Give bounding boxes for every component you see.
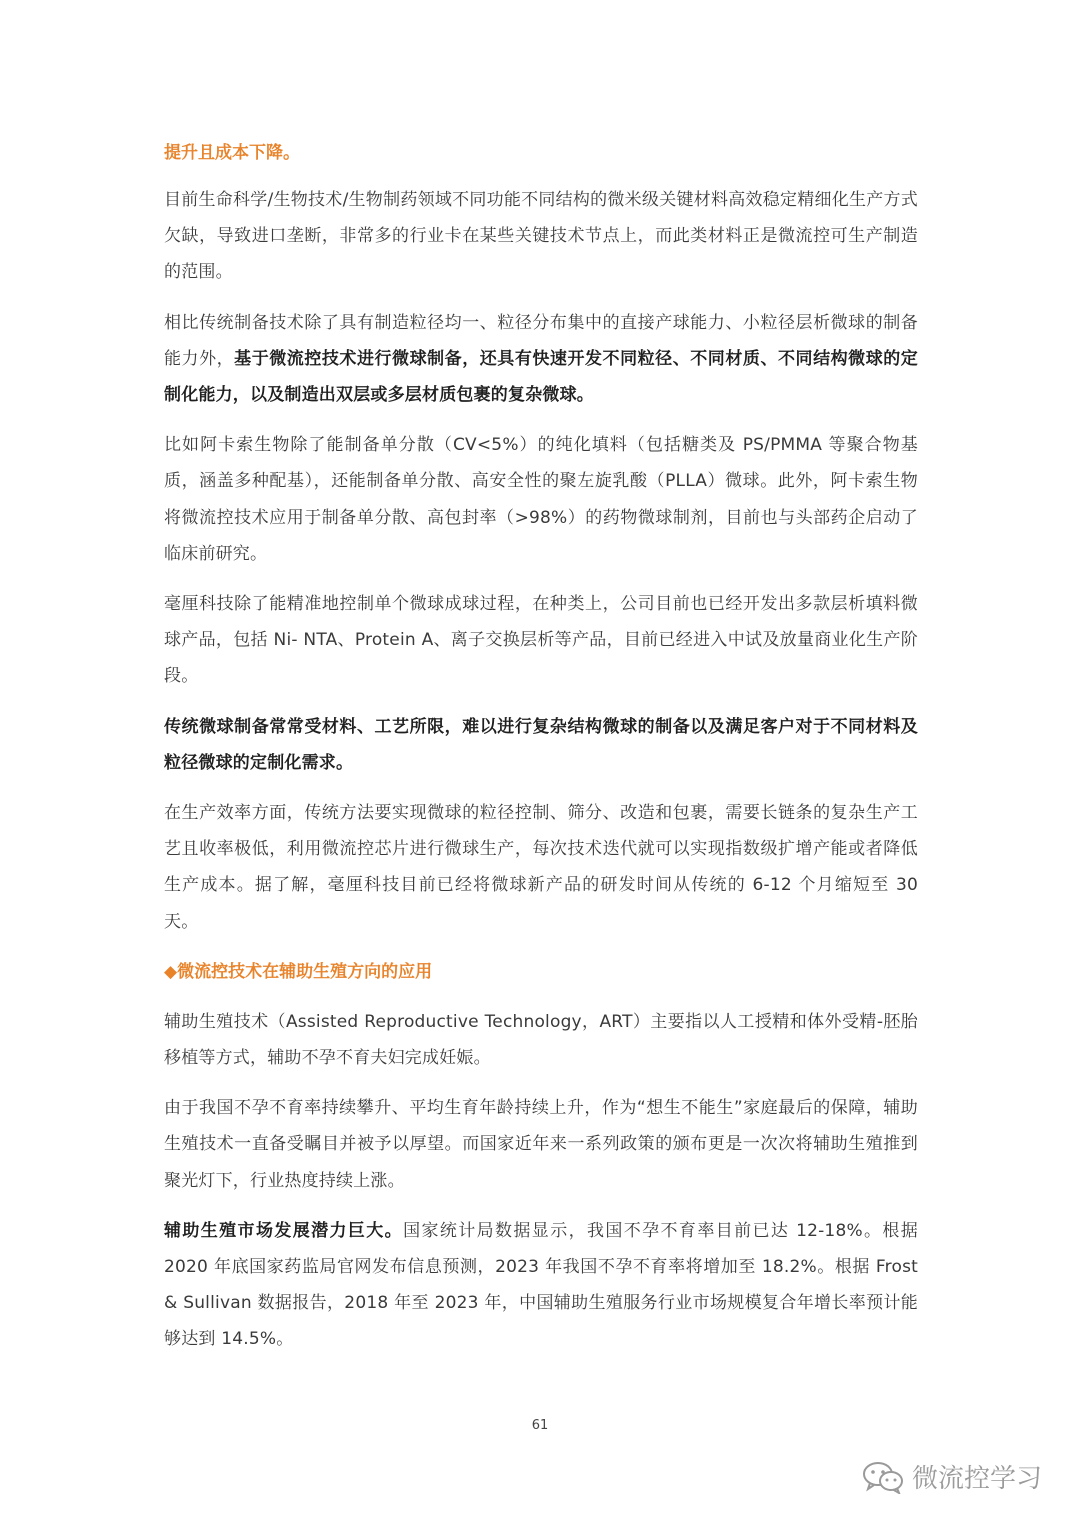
paragraph-1: 目前生命科学/生物技术/生物制药领域不同功能不同结构的微米级关键材料高效稳定精细化生产方式欠缺，导致进口垄断，非常多的行业卡在某些关键技术节点上，而此类材料正是微流控可生产制造的范围。 [164, 190, 918, 283]
paragraph-9 [164, 1213, 918, 1358]
watermark-text: 微流控学习 [911, 1464, 1042, 1494]
watermark [862, 1458, 1042, 1495]
document-body [164, 138, 918, 1372]
wechat-icon [862, 1460, 904, 1494]
section-lead-heading: 提升且成本下降。 [164, 143, 300, 163]
paragraph-7: 辅助生殖技术（Assisted Reproductive Technology，ART）主要指以人工授精和体外受精-胚胎移植等方式，辅助不孕不育夫妇完成妊娠。 [164, 1011, 918, 1069]
paragraph-9-bold: 辅助生殖市场发展潜力巨大。 [164, 1220, 404, 1241]
section-heading: ◆微流控技术在辅助生殖方向的应用 [164, 961, 433, 982]
paragraph-2 [164, 305, 918, 414]
paragraph-2-text: 相比传统制备技术除了具有制造粒径均一、粒径分布集中的直接产球能力、小粒径层析微球的制备能力外， [164, 312, 918, 369]
paragraph-9-text: 国家统计局数据显示，我国不孕不育率目前已达 12-18%。根据 2020 年底国家药监局官网发布信息预测，2023 年我国不孕不育率将增加至 18.2%。根据 Frost & Sullivan 数据报告，2018 年至 2023 年，中国辅助生殖服务行业市场规模复合年增长率预计能够达到 14.5%。 [164, 1220, 918, 1350]
paragraph-5-bold: 传统微球制备常常受材料、工艺所限，难以进行复杂结构微球的制备以及满足客户对于不同材料及粒径微球的定制化需求。 [164, 716, 918, 773]
paragraph-3: 比如阿卡索生物除了能制备单分散（CV<5%）的纯化填料（包括糖类及 PS/PMMA 等聚合物基质，涵盖多种配基），还能制备单分散、高安全性的聚左旋乳酸（PLLA）微球。此外，阿卡索生物将微流控技术应用于制备单分散、高包封率（>98%）的药物微球制剂，目前也与头部药企启动了临床前研究。 [164, 435, 918, 564]
paragraph-6: 在生产效率方面，传统方法要实现微球的粒径控制、筛分、改造和包裹，需要长链条的复杂生产工艺且收率极低，利用微流控芯片进行微球生产，每次技术迭代就可以实现指数级扩增产能或者降低生产成本。据了解，毫厘科技目前已经将微球新产品的研发时间从传统的 6-12 个月缩短至 30 天。 [164, 803, 918, 932]
page-number: 61 [531, 1418, 549, 1433]
paragraph-2-bold: 基于微流控技术进行微球制备，还具有快速开发不同粒径、不同材质、不同结构微球的定制化能力，以及制造出双层或多层材质包裹的复杂微球。 [164, 348, 918, 406]
paragraph-8: 由于我国不孕不育率持续攀升、平均生育年龄持续上升，作为“想生不能生”家庭最后的保障，辅助生殖技术一直备受瞩目并被予以厚望。而国家近年来一系列政策的颁布更是一次次将辅助生殖推到聚光灯下，行业热度持续上涨。 [164, 1098, 918, 1191]
paragraph-4: 毫厘科技除了能精准地控制单个微球成球过程，在种类上，公司目前也已经开发出多款层析填料微球产品，包括 Ni- NTA、Protein A、离子交换层析等产品，目前已经进入中试及放量商业化生产阶段。 [164, 594, 918, 687]
